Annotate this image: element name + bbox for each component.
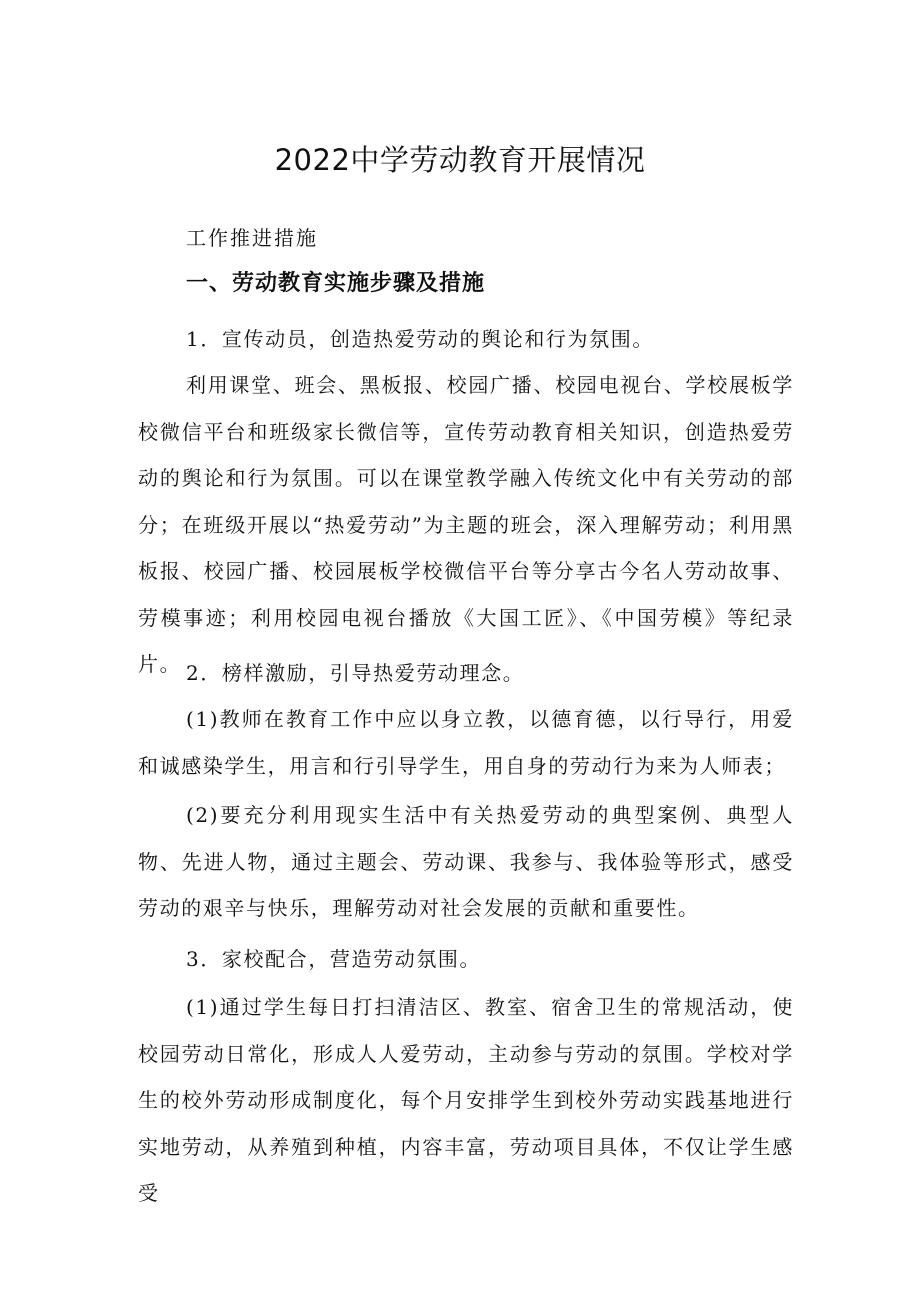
paragraph-step-1-body: 利用课堂、班会、黑板报、校园广播、校园电视台、学校展板学校微信平台和班级家长微信等，宣传劳动教育相关知识，创造热爱劳动的舆论和行为氛围。可以在课堂教学融入传统文化中有关劳动的部分；在班级开展以“热爱劳动”为主题的班会，深入理解劳动；利用黑板报、校园广播、校园展板学校微信平台等分享古今名人劳动故事、劳模事迹；利用校园电视台播放《大国工匠》、《中国劳模》等纪录片。 (138, 373, 794, 676)
paragraph-step-3-heading: 3．家校配合，营造劳动氛围。 (186, 947, 482, 971)
subheading: 工作推进措施 (186, 226, 318, 250)
paragraph-step-2-item-2: (2)要充分利用现实生活中有关热爱劳动的典型案例、典型人物、先进人物，通过主题会、劳动课、我参与、我体验等形式，感受劳动的艰辛与快乐，理解劳动对社会发展的贡献和重要性。 (138, 803, 794, 920)
paragraph-step-2-item-1: (1)教师在教育工作中应以身立教，以德育德，以行导行，用爱和诚感染学生，用言和行引导学生，用自身的劳动行为来为人师表； (138, 707, 794, 778)
paragraph-step-3-item-1: (1)通过学生每日打扫清洁区、教室、宿舍卫生的常规活动，使校园劳动日常化，形成人人爱劳动，主动参与劳动的氛围。学校对学生的校外劳动形成制度化，每个月安排学生到校外劳动实践基地进行实地劳动，从养殖到种植，内容丰富，劳动项目具体，不仅让学生感受 (138, 995, 794, 1205)
paragraph-step-2-heading: 2．榜样激励，引导热爱劳动理念。 (186, 661, 525, 685)
page-title: 2022中学劳动教育开展情况 (274, 143, 646, 177)
paragraph-step-1-heading: 1．宣传动员，创造热爱劳动的舆论和行为氛围。 (186, 327, 654, 351)
section-heading: 一、劳动教育实施步骤及措施 (186, 271, 486, 296)
